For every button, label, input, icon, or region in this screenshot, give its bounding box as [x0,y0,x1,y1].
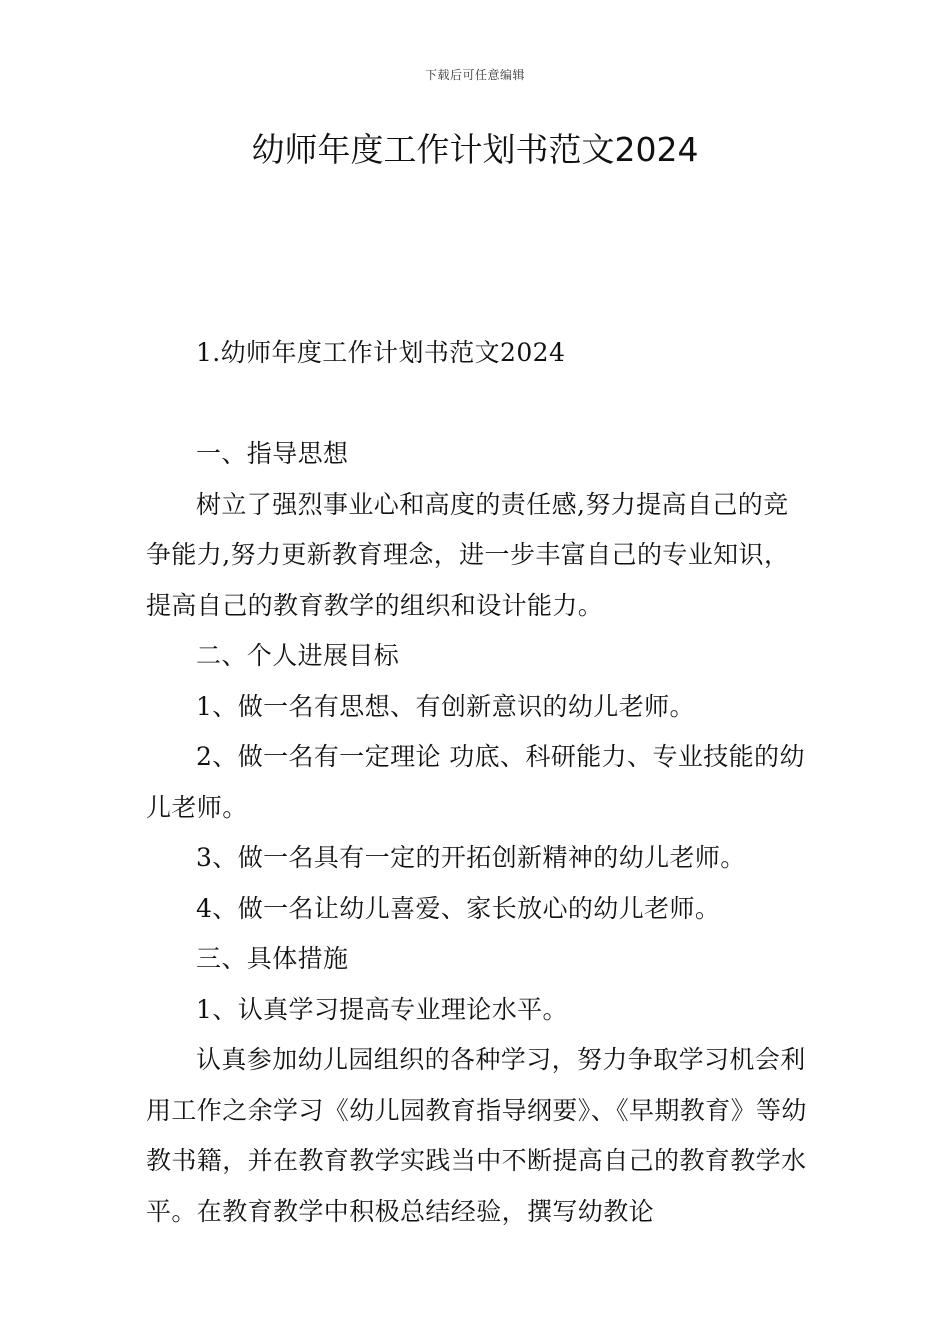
list-item: 1、做一名有思想、有创新意识的幼儿老师。 [196,691,695,721]
list-item: 2、做一名有一定理论 功底、科研能力、专业技能的幼儿老师。 [146,742,805,822]
list-item: 4、做一名让幼儿喜爱、家长放心的幼儿老师。 [196,893,721,923]
header-note: 下载后可任意编辑 [424,68,525,82]
body-paragraph: 认真参加幼儿园组织的各种学习，努力争取学习机会利用工作之余学习《幼儿园教育指导纲要》、《早期教育》等幼教书籍，并在教育教学实践当中不断提高自己的教育教学水平。在教育教学中积极总结经验，撰写幼教论 [146,1045,807,1226]
section-heading: 一、指导思想 [196,439,349,468]
document-title: 幼师年度工作计划书范文2024 [251,130,699,169]
list-item: 1、认真学习提高专业理论水平。 [196,994,568,1024]
body-paragraph: 树立了强烈事业心和高度的责任感,努力提高自己的竞争能力,努力更新教育理念，进一步丰富自己的专业知识，提高自己的教育教学的组织和设计能力。 [146,489,790,620]
section-heading: 三、具体措施 [196,944,349,973]
section-heading: 二、个人进展目标 [196,641,400,670]
list-item: 3、做一名具有一定的开拓创新精神的幼儿老师。 [196,843,746,872]
document-body [146,328,808,1237]
section-heading: 1.幼师年度工作计划书范文2024 [196,338,566,367]
blank-line [146,379,808,430]
